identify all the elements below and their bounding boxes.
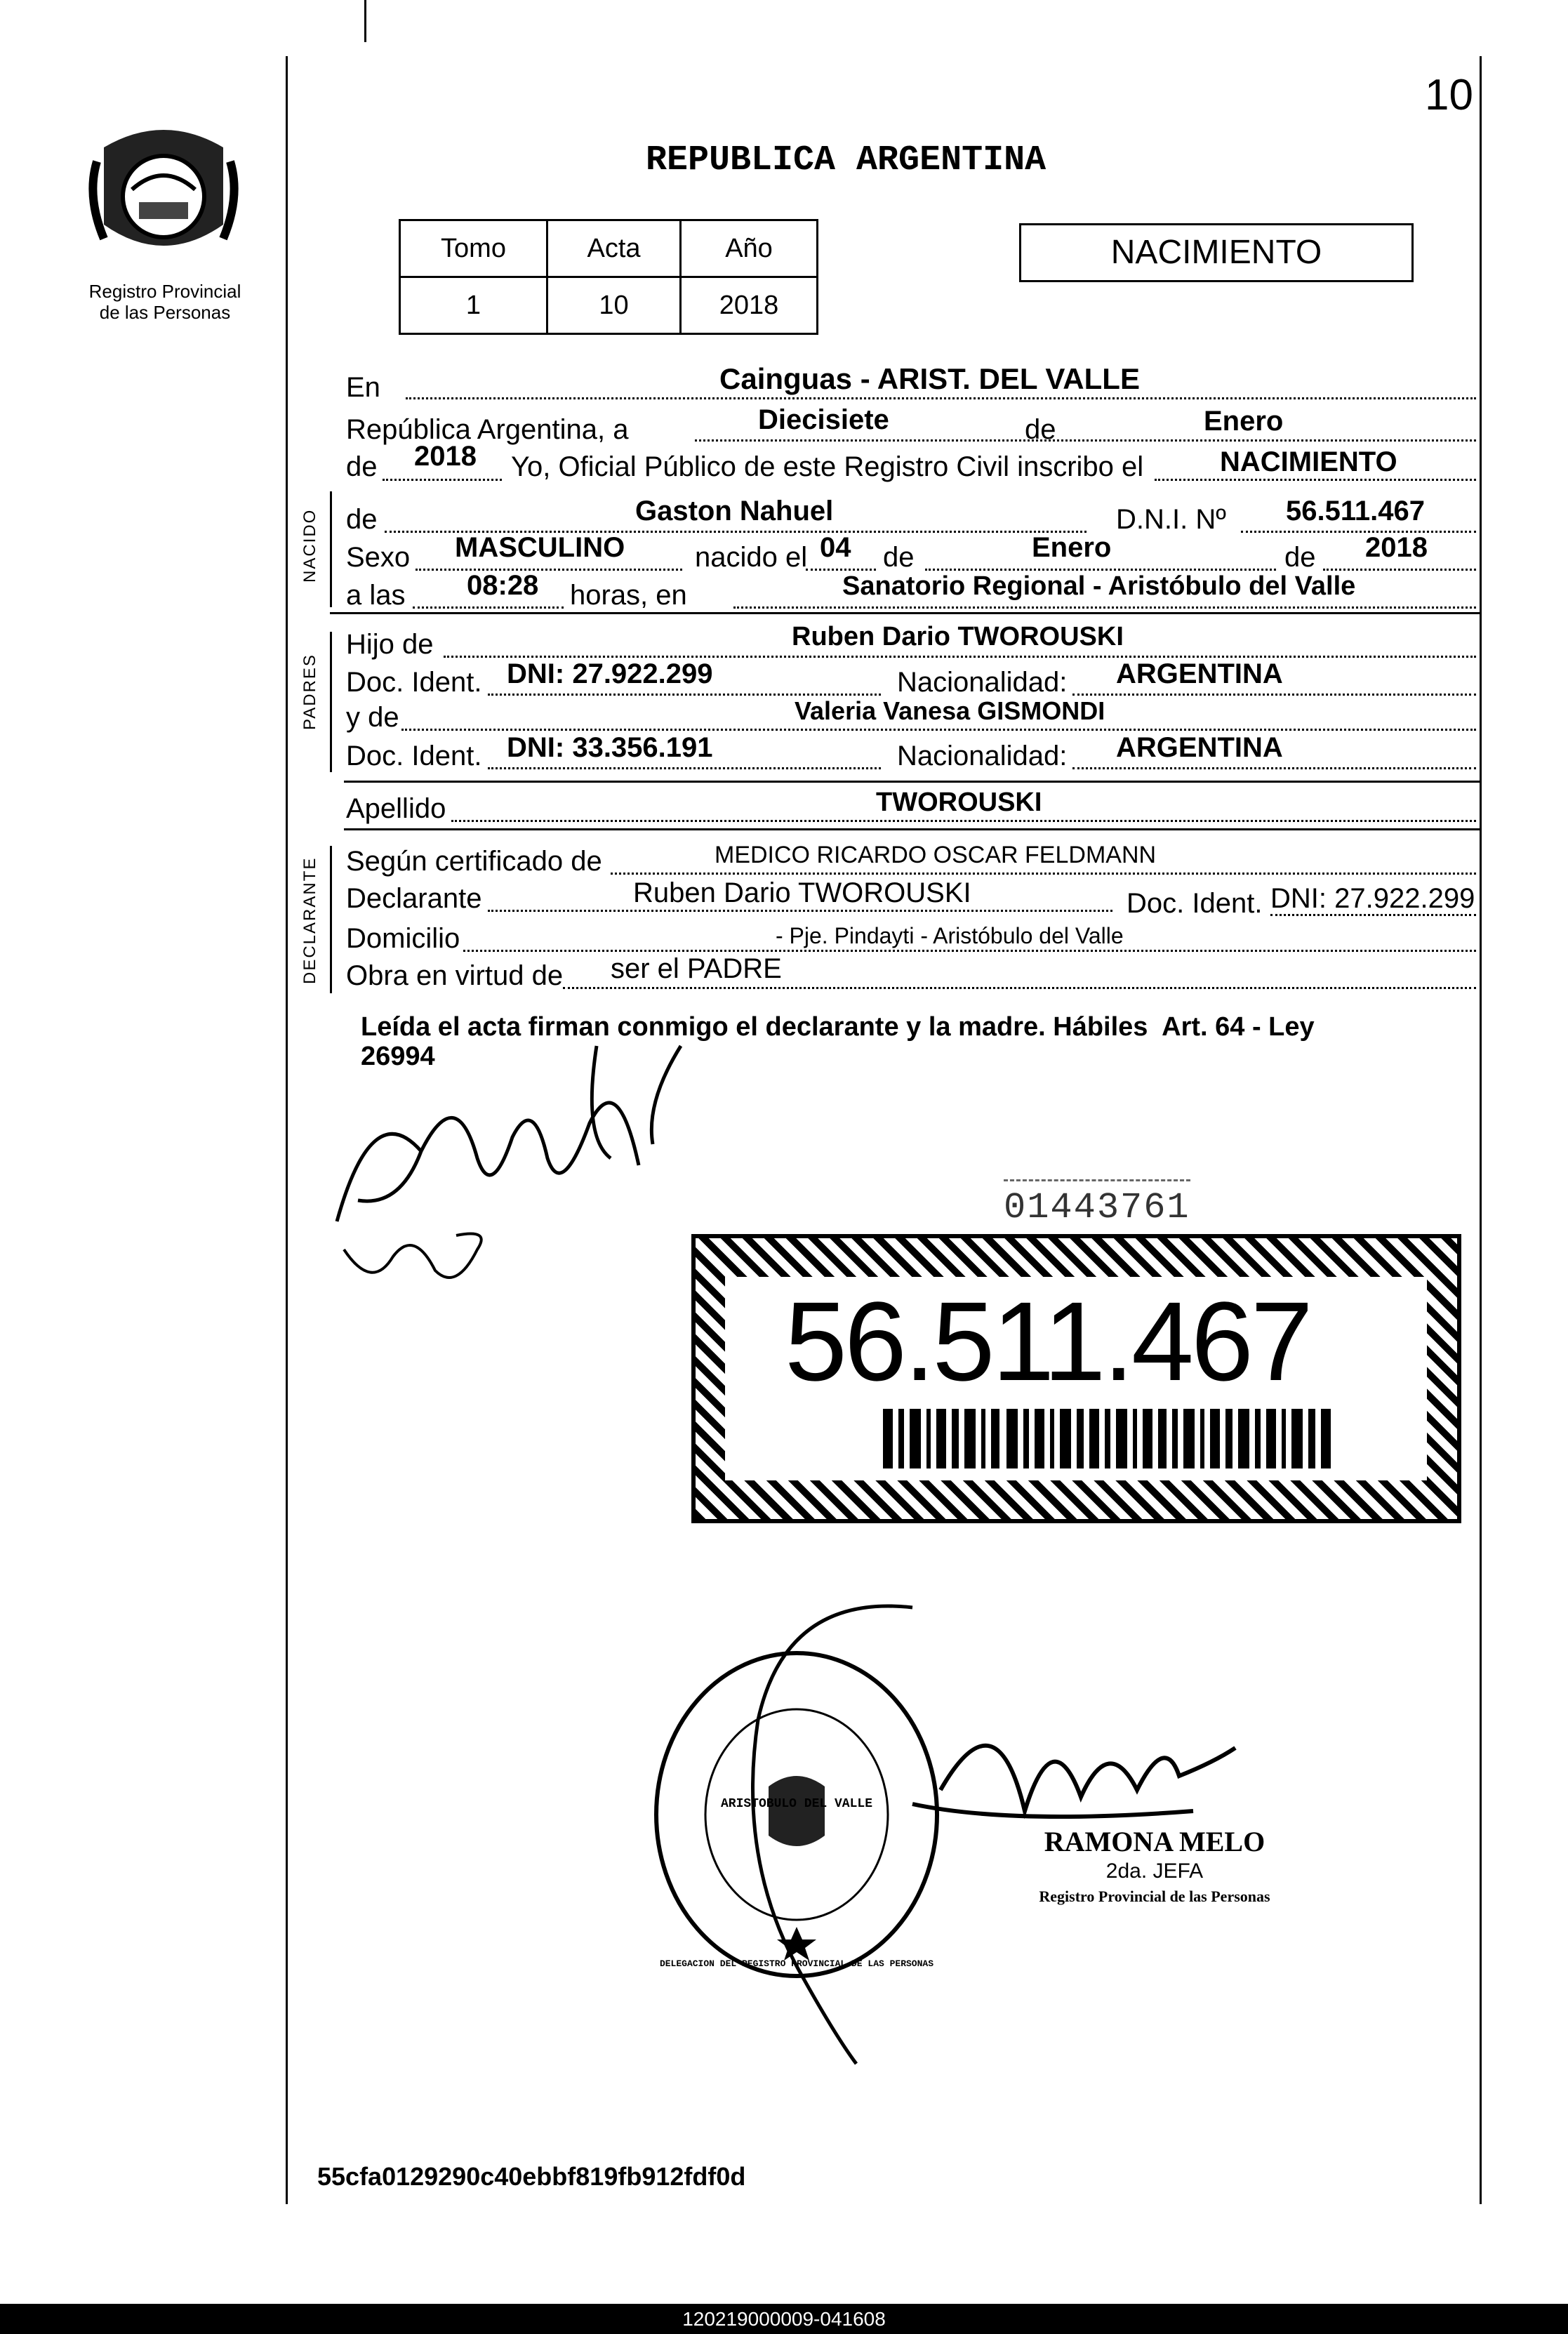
padres-bracket <box>330 632 332 772</box>
declarante-bracket <box>330 846 332 993</box>
value-lugar-nac: Sanatorio Regional - Aristóbulo del Valle <box>842 571 1356 601</box>
nacido-bracket <box>330 491 332 607</box>
dots-lugar-nac <box>733 602 1476 609</box>
dni-label-inner <box>725 1277 1427 1480</box>
label-obra-en-virtud: Obra en virtud de <box>346 960 564 991</box>
label-domicilio: Domicilio <box>346 923 460 954</box>
label-yo-oficial: Yo, Oficial Público de este Registro Civil inscribo el <box>511 451 1144 482</box>
dni-label <box>691 1234 1461 1523</box>
label-de-birth-year: de <box>1284 542 1316 573</box>
dots-madre-nac <box>1072 763 1476 769</box>
tomo-header: Tomo <box>400 220 547 277</box>
acta-header: Acta <box>547 220 681 277</box>
tomo-value: 1 <box>400 277 547 334</box>
dots-certificado <box>611 868 1476 875</box>
label-declarante: Declarante <box>346 883 482 914</box>
acta-value: 10 <box>547 277 681 334</box>
label-doc-ident-2: Doc. Ident. <box>346 741 482 771</box>
anio-value: 2018 <box>681 277 818 334</box>
section-padres: PADRES <box>300 654 319 730</box>
value-declarante: Ruben Dario TWOROUSKI <box>633 877 971 908</box>
label-a-las: a las <box>346 580 406 611</box>
value-apellido: TWOROUSKI <box>876 788 1042 817</box>
seal-inner-text: ARISTOBULO DEL VALLE <box>720 1797 873 1811</box>
label-apellido: Apellido <box>346 793 446 824</box>
value-domicilio: - Pje. Pindayti - Aristóbulo del Valle <box>776 923 1124 948</box>
dots-hora <box>413 602 564 609</box>
dots-declarante-dni <box>1270 910 1476 916</box>
dni-label-number: 56.511.467 <box>785 1278 1310 1404</box>
label-de-name: de <box>346 504 378 535</box>
label-de-birth-month: de <box>883 542 915 573</box>
document-hash: 55cfa0129290c40ebbf819fb912fdf0d <box>317 2162 746 2191</box>
closing-text-line-2: 26994 <box>361 1042 435 1071</box>
dots-padre-nac <box>1072 689 1476 696</box>
fold-mark-top <box>364 0 366 42</box>
page-number: 10 <box>1425 71 1473 119</box>
section-declarante: DECLARANTE <box>300 856 319 984</box>
label-horas-en: horas, en <box>570 580 687 611</box>
value-madre-dni: DNI: 33.356.191 <box>507 732 713 763</box>
value-anio: 2018 <box>414 441 477 472</box>
value-virtud: ser el PADRE <box>611 953 782 984</box>
value-madre: Valeria Vanesa GISMONDI <box>795 696 1105 725</box>
registry-label <box>63 281 267 323</box>
label-doc-ident-3: Doc. Ident. <box>1127 888 1263 919</box>
right-margin-line <box>1480 56 1482 2204</box>
dots-anio-nac <box>1323 564 1476 571</box>
value-certificado: MEDICO RICARDO OSCAR FELDMANN <box>715 842 1157 868</box>
label-nacionalidad-2: Nacionalidad: <box>897 741 1068 771</box>
official-block <box>990 1825 1320 1906</box>
official-office: Registro Provincial de las Personas <box>1039 1888 1270 1905</box>
left-margin-line <box>286 56 288 2204</box>
dots-dia-nac <box>806 564 876 571</box>
barcode <box>883 1409 1332 1468</box>
value-nombre: Gaston Nahuel <box>635 496 834 526</box>
label-nacido-el: nacido el <box>695 542 808 573</box>
label-y-de: y de <box>346 702 399 733</box>
declarant-signature <box>316 1039 737 1292</box>
value-padre: Ruben Dario TWOROUSKI <box>792 622 1124 651</box>
value-declarante-dni: DNI: 27.922.299 <box>1270 883 1475 914</box>
label-segun-certificado: Según certificado de <box>346 846 602 877</box>
book-table-values <box>400 277 818 334</box>
dots-padre-dni <box>488 689 881 696</box>
value-sexo: MASCULINO <box>455 532 625 563</box>
footer-bar <box>0 2304 1568 2334</box>
official-title: 2da. JEFA <box>1105 1859 1204 1883</box>
footer-id: 120219000009-041608 <box>682 2308 886 2330</box>
value-anio-nac: 2018 <box>1365 532 1428 563</box>
dots-mes-nac <box>925 564 1276 571</box>
province-seal-logo <box>83 119 244 281</box>
seal-outer-text: DELEGACION DEL REGISTRO PROVINCIAL DE LAS PERSONAS <box>659 1958 934 1969</box>
closing-text-line-1: Leída el acta firman conmigo el declarante y la madre. Hábiles Art. 64 - Ley <box>361 1012 1315 1042</box>
dots-madre-dni <box>488 763 881 769</box>
dots-year <box>383 475 502 481</box>
label-sexo: Sexo <box>346 542 411 573</box>
value-padre-nac: ARGENTINA <box>1116 658 1283 689</box>
value-dia-nac: 04 <box>820 532 851 563</box>
registry-line-1: Registro Provincial <box>88 281 241 302</box>
label-en: En <box>346 372 380 403</box>
label-doc-ident-1: Doc. Ident. <box>346 667 482 698</box>
book-table-header <box>400 220 818 277</box>
label-de-month: de <box>1025 414 1056 445</box>
label-de-year: de <box>346 451 378 482</box>
document-type-box: NACIMIENTO <box>1019 223 1414 282</box>
value-padre-dni: DNI: 27.922.299 <box>507 658 713 689</box>
book-table <box>399 219 818 335</box>
value-mes-nac: Enero <box>1032 532 1112 563</box>
value-mes: Enero <box>1204 406 1284 437</box>
dots-sexo <box>416 564 682 571</box>
label-nacionalidad-1: Nacionalidad: <box>897 667 1068 698</box>
value-tipo: NACIMIENTO <box>1220 446 1397 477</box>
official-name: RAMONA MELO <box>1044 1826 1265 1857</box>
dots-padre <box>444 651 1476 658</box>
registry-line-2: de las Personas <box>99 302 231 323</box>
padres-separator <box>344 781 1480 783</box>
apellido-separator <box>344 828 1480 830</box>
dots-dni <box>1241 526 1476 533</box>
stamp-serial: 01443761 <box>1004 1179 1190 1228</box>
label-hijo-de: Hijo de <box>346 629 434 660</box>
country-title: REPUBLICA ARGENTINA <box>646 140 1047 180</box>
value-madre-nac: ARGENTINA <box>1116 732 1283 763</box>
value-lugar: Cainguas - ARIST. DEL VALLE <box>719 362 1140 395</box>
value-dni: 56.511.467 <box>1286 496 1425 526</box>
dots-republica <box>695 435 1476 442</box>
label-republica: República Argentina, a <box>346 414 629 445</box>
nacido-separator <box>330 612 1480 614</box>
value-hora: 08:28 <box>467 570 539 601</box>
value-dia-letras: Diecisiete <box>758 404 889 435</box>
section-nacido: NACIDO <box>300 508 319 583</box>
label-dni: D.N.I. Nº <box>1116 504 1226 535</box>
anio-header: Año <box>681 220 818 277</box>
